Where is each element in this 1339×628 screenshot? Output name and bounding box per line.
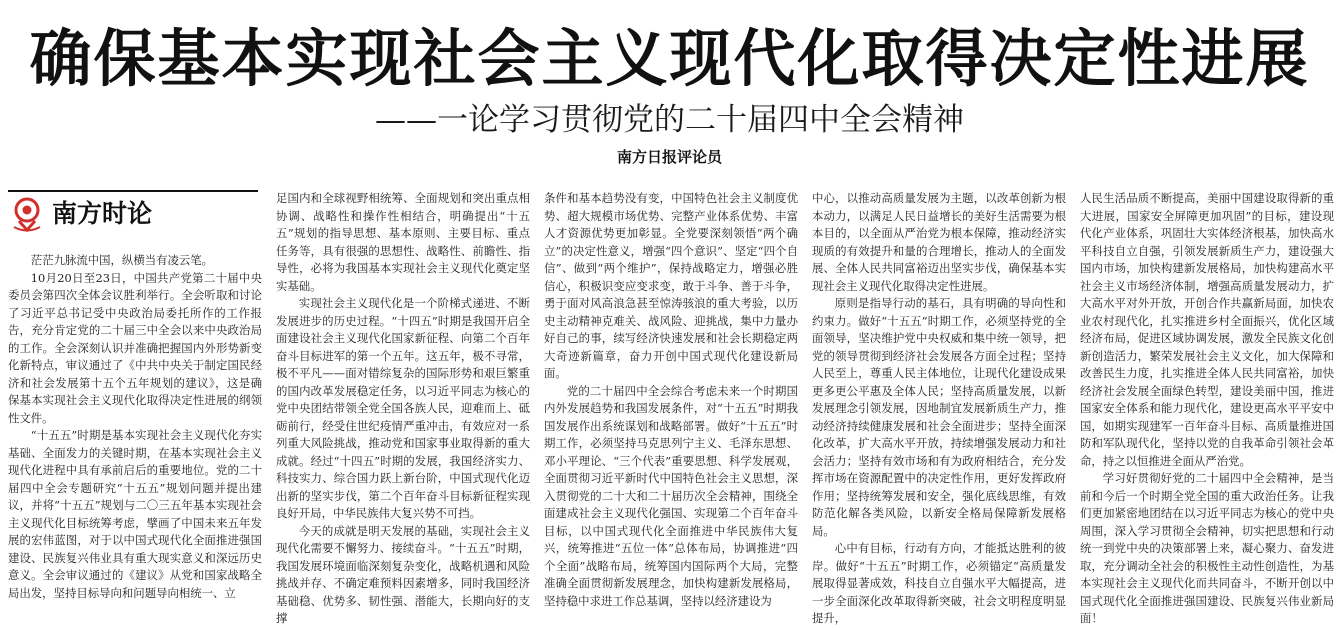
column-logo-label: 南方时论 xyxy=(52,199,153,228)
paragraph: “十五五”时期是基本实现社会主义现代化夯实基础、全面发力的关键时期，在基本实现社会主义现代化进程中具有承前启后的重要地位。党的二十届四中全会专题研究“十五五”规划问题并提出建议，并将“十五五”规划与二〇三五年基本实现社会主义现代化目标统筹考虑，擘画了中国未来五年发展的宏伟蓝图，对于以中国式现代化全面推进强国建设、民族复兴伟业具有重大现实意义和深远历史意义。全会审议通过的《建议》从党和国家战略全局出发，坚持目标导向和问题导向相统一、立 xyxy=(8,428,262,600)
paragraph: 实现社会主义现代化是一个阶梯式递进、不断发展进步的历史过程。“十四五”时期是我国开启全面建设社会主义现代化国家新征程、向第二个百年奋斗目标进军的第一个五年。这五年，极不寻常，极不平凡——面对错综复杂的国际形势和艰巨繁重的国内改革发展稳定任务，以习近平同志为核心的党中央团结带领全党全国各族人民，迎难而上、砥砺前行，经受住世纪疫情严重冲击，有效应对一系列重大风险挑战，推动党和国家事业取得新的重大成就。经过“十四五”时期的发展，我国经济实力、科技实力、综合国力跃上新台阶，中国式现代化迈出新的坚实步伐，第二个百年奋斗目标新征程实现良好开局，中华民族伟大复兴势不可挡。 xyxy=(276,296,530,520)
paragraph: 党的二十届四中全会综合考虑未来一个时期国内外发展趋势和我国发展条件，对“十五五”时期我国发展作出系统谋划和战略部署。做好“十五五”时期工作，必须坚持马克思列宁主义、毛泽东思想、邓小平理论、“三个代表”重要思想、科学发展观，全面贯彻习近平新时代中国特色社会主义思想，深入贯彻党的二十大和二十届历次全会精神，围绕全面建成社会主义现代化强国、实现第二个百年奋斗目标，以中国式现代化全面推进中华民族伟大复兴，统筹推进“五位一体”总体布局，协调推进“四个全面”战略布局，统筹国内国际两个大局，完整准确全面贯彻新发展理念，加快构建新发展格局，坚持稳中求进工作总基调，坚持以经济建设为 xyxy=(544,383,798,608)
article-column-5 xyxy=(1080,190,1334,625)
article-column-4 xyxy=(812,190,1066,625)
byline: 南方日报评论员 xyxy=(616,148,722,166)
paragraph: 心中有目标，行动有方向，才能抵达胜利的彼岸。做好“十五五”时期工作，必须锚定“高质量发展取得显著成效，科技自立自强水平大幅提高，进一步全面深化改革取得新突破，社会文明程度明显提升， xyxy=(812,541,1066,625)
paragraph: 足国内和全球视野相统筹、全面规划和突出重点相协调、战略性和操作性相结合，明确提出“十五五”规划的指导思想、基本原则、主要目标、重点任务等，具有很强的思想性、战略性、前瞻性、指导性，必将为我国基本实现社会主义现代化奠定坚实基础。 xyxy=(276,191,530,293)
paragraph: 中心，以推动高质量发展为主题，以改革创新为根本动力，以满足人民日益增长的美好生活需要为根本目的，以全面从严治党为根本保障，推动经济实现质的有效提升和量的合理增长，推动人的全面发展、全体人民共同富裕迈出坚实步伐，确保基本实现社会主义现代化取得决定性进展。 xyxy=(812,191,1066,293)
paragraph: 10月20日至23日，中国共产党第二十届中央委员会第四次全体会议胜利举行。全会听取和讨论了习近平总书记受中央政治局委托所作的工作报告，充分肯定党的二十届三中全会以来中央政治局的工作。全会深刻认识并准确把握国内外形势新变化新特点，审议通过了《中共中央关于制定国民经济和社会发展第十五个五年规划的建议》，这是确保基本实现社会主义现代化取得决定性进展的纲领性文件。 xyxy=(8,270,262,425)
paragraph: 原则是指导行动的基石，具有明确的导向性和约束力。做好“十五五”时期工作，必须坚持党的全面领导，坚决维护党中央权威和集中统一领导，把党的领导贯彻到经济社会发展各方面全过程；坚持人民至上，尊重人民主体地位，让现代化建设成果更多更公平惠及全体人民；坚持高质量发展，以新发展理念引领发展，因地制宜发展新质生产力，推动经济持续健康发展和社会全面进步；坚持全面深化改革，扩大高水平开放，持续增强发展动力和社会活力；坚持有效市场和有为政府相结合，充分发挥市场在资源配置中的决定性作用，更好发挥政府作用；坚持统筹发展和安全，强化底线思维，有效防范化解各类风险，以新安全格局保障新发展格局。 xyxy=(812,296,1066,538)
headline: 确保基本实现社会主义现代化取得决定性进展 xyxy=(29,22,1310,95)
pin-icon xyxy=(10,196,44,232)
paragraph: 茫茫九脉流中国，纵横当有凌云笔。 xyxy=(30,253,214,267)
column-logo xyxy=(10,196,260,234)
paragraph: 今天的成就是明天发展的基础，实现社会主义现代化需要不懈努力、接续奋斗。“十五五”时期，我国发展环境面临深刻复杂变化，战略机遇和风险挑战并存、不确定难预料因素增多，同时我国经济基础稳、优势多、韧性强、潜能大，长期向好的支撑 xyxy=(276,523,530,625)
paragraph: 人民生活品质不断提高，美丽中国建设取得新的重大进展，国家安全屏障更加巩固”的目标，建设现代化产业体系，巩固壮大实体经济根基，加快高水平科技自立自强，引领发展新质生产力，建设强大国内市场，加快构建新发展格局，加快构建高水平社会主义市场经济体制，增强高质量发展动力，扩大高水平对外开放，开创合作共赢新局面，加快农业农村现代化，扎实推进乡村全面振兴，优化区域经济布局，促进区域协调发展，激发全民族文化创新创造活力，繁荣发展社会主义文化，加大保障和改善民生力度，扎实推进全体人民共同富裕，加快经济社会发展全面绿色转型，建设美丽中国，推进国家安全体系和能力现代化，建设更高水平平安中国，如期实现建军一百年奋斗目标、高质量推进国防和军队现代化，坚持以党的自我革命引领社会革命，持之以恒推进全面从严治党。 xyxy=(1080,191,1334,468)
column-rule xyxy=(8,190,258,192)
article-column-3 xyxy=(544,190,798,608)
article-column-2 xyxy=(276,190,530,625)
subheadline: ——一论学习贯彻党的二十届四中全会精神 xyxy=(375,102,964,138)
paragraph: 条件和基本趋势没有变，中国特色社会主义制度优势、超大规模市场优势、完整产业体系优势、丰富人才资源优势更加彰显。全党要深刻领悟“两个确立”的决定性意义，增强“四个意识”、坚定“四个自信”、做到“两个维护”，保持战略定力，增强必胜信心，积极识变应变求变，敢于斗争、善于斗争，勇于面对风高浪急甚至惊涛骇浪的重大考验，以历史主动精神克难关、战风险、迎挑战，集中力量办好自己的事，续写经济快速发展和社会长期稳定两大奇迹新篇章，奋力开创中国式现代化建设新局面。 xyxy=(544,191,798,380)
paragraph: 学习好贯彻好党的二十届四中全会精神，是当前和今后一个时期全党全国的重大政治任务。让我们更加紧密地团结在以习近平同志为核心的党中央周围，深入学习贯彻全会精神，切实把思想和行动统一到党中央的决策部署上来，凝心聚力、奋发进取，充分调动全社会的积极性主动性创造性，为基本实现社会主义现代化而共同奋斗，不断开创以中国式现代化全面推进强国建设、民族复兴伟业新局面！ xyxy=(1080,471,1334,625)
article-column-1 xyxy=(8,252,262,600)
